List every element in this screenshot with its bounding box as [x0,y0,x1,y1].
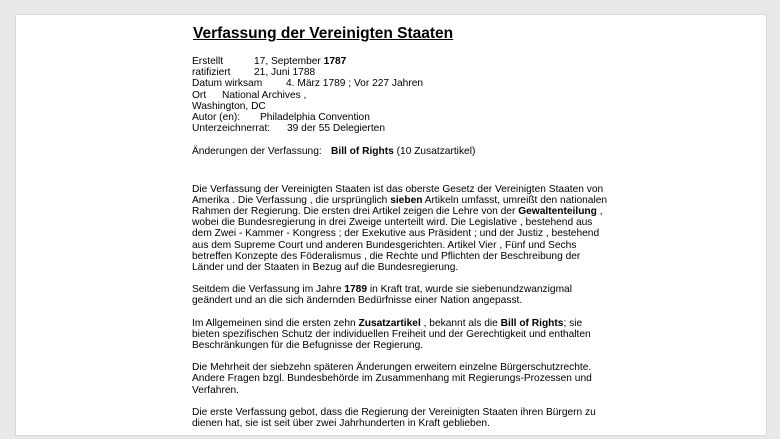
document-content [192,25,612,429]
meta-row-ort [192,90,612,101]
meta-value: 39 der 55 Delegierten [287,123,385,135]
paragraph-1 [192,184,612,274]
meta-value-bold: 1787 [323,56,347,67]
meta-label: Ort [192,89,207,101]
paragraph-5: Die erste Verfassung gebot, dass die Regierung der Vereinigten Staaten ihren Bürgern zu dienen hat, sie ist seit über zwei Jahrhunderten in Kraft geblieben. [192,406,596,430]
metadata-block [192,56,612,134]
meta-value: 4. März 1789 ; Vor 227 Jahren [286,78,424,90]
meta-row-autor [192,112,612,123]
paragraph-4: Die Mehrheit der siebzehn späteren Änderungen erweitern einzelne Bürgerschutzrechte. Andere Fragen bzgl. Bundesbehörde im Zusammenhang mit Regierungs-Prozessen und Verfahren. [192,362,592,396]
meta-row-erstellt [192,56,612,67]
meta-value: 21, Juni 1788 [254,67,316,79]
document-sheet [15,14,767,436]
meta-label: ratifiziert [192,67,231,79]
paragraph-2 [192,284,612,306]
meta-label: Erstellt [192,56,224,67]
meta-row-unterzeichnerrat [192,123,612,134]
paragraph-text: ; sie bieten spezifischen Schutz der individuellen Freiheit und der Gerechtigkeit und enthalten Beschränkungen für die Befugnisse der Regierung. [192,317,591,352]
meta-value: National Archives , [222,89,307,101]
amendments-count: (10 Zusatzartikel) [393,146,476,158]
amendments-label: Änderungen der Verfassung: [192,146,322,158]
meta-label: Unterzeichnerrat: [192,123,271,135]
paragraph-text: Die Verfassung der Vereinigten Staaten ist das oberste Gesetz der Vereinigten Staaten von Amerika . Die Verfassung , die ursprünglich [192,183,604,206]
paragraph-bold: Bill of Rights [500,317,564,329]
document-title: Verfassung der Vereinigten Staaten [193,25,454,42]
paragraph-bold: sieben [390,194,423,206]
paragraph-text: Seitdem die Verfassung im Jahre [192,284,345,296]
meta-row-datum-wirksam [192,78,612,89]
meta-value [254,56,346,67]
meta-row-washington [192,101,612,112]
meta-label: Washington, DC [192,100,266,112]
paragraph-bold: 1789 [344,284,367,296]
meta-value: Philadelphia Convention [260,112,370,124]
paragraph-bold: Zusatzartikel [358,317,421,329]
paragraph-text: , bekannt als die [420,317,501,329]
meta-value-text: 17, September [254,56,324,67]
meta-row-ratifiziert [192,67,612,78]
paragraph-text: Im Allgemeinen sind die ersten zehn [192,317,359,329]
paragraph-text: , wobei die Bundesregierung in drei Zweige unterteilt wird. Die Legislative , bestehend aus dem Zwei - Kammer - Kongress ; der Exekutive aus Präsident ; und der Justiz , bestehend aus dem Supreme Court und anderen Bundesgerichten. Artikel Vier , Fünf und Sechs betreffen Konzepte des Föderalismus , die Rechte und Pflichten der Beschreibung der Länder und der Staaten in Bezug auf die Bundesregierung. [192,206,603,274]
paragraph-text: Artikeln umfasst, umreißt den nationalen Rahmen der Regierung. Die ersten drei Artikel zeigen die Lehre von der [192,194,608,218]
paragraph-bold: Gewaltenteilung [518,206,597,218]
meta-label: Datum wirksam [192,78,263,90]
paragraph-3 [192,318,612,352]
bill-of-rights-text: Bill of Rights [331,146,394,158]
meta-label: Autor (en): [192,112,241,124]
amendments-row [192,146,612,157]
paragraph-text: in Kraft trat, wurde sie siebenundzwanzigmal geändert und an die sich ändernden Bedürfnisse einer Nation angepasst. [192,284,572,307]
